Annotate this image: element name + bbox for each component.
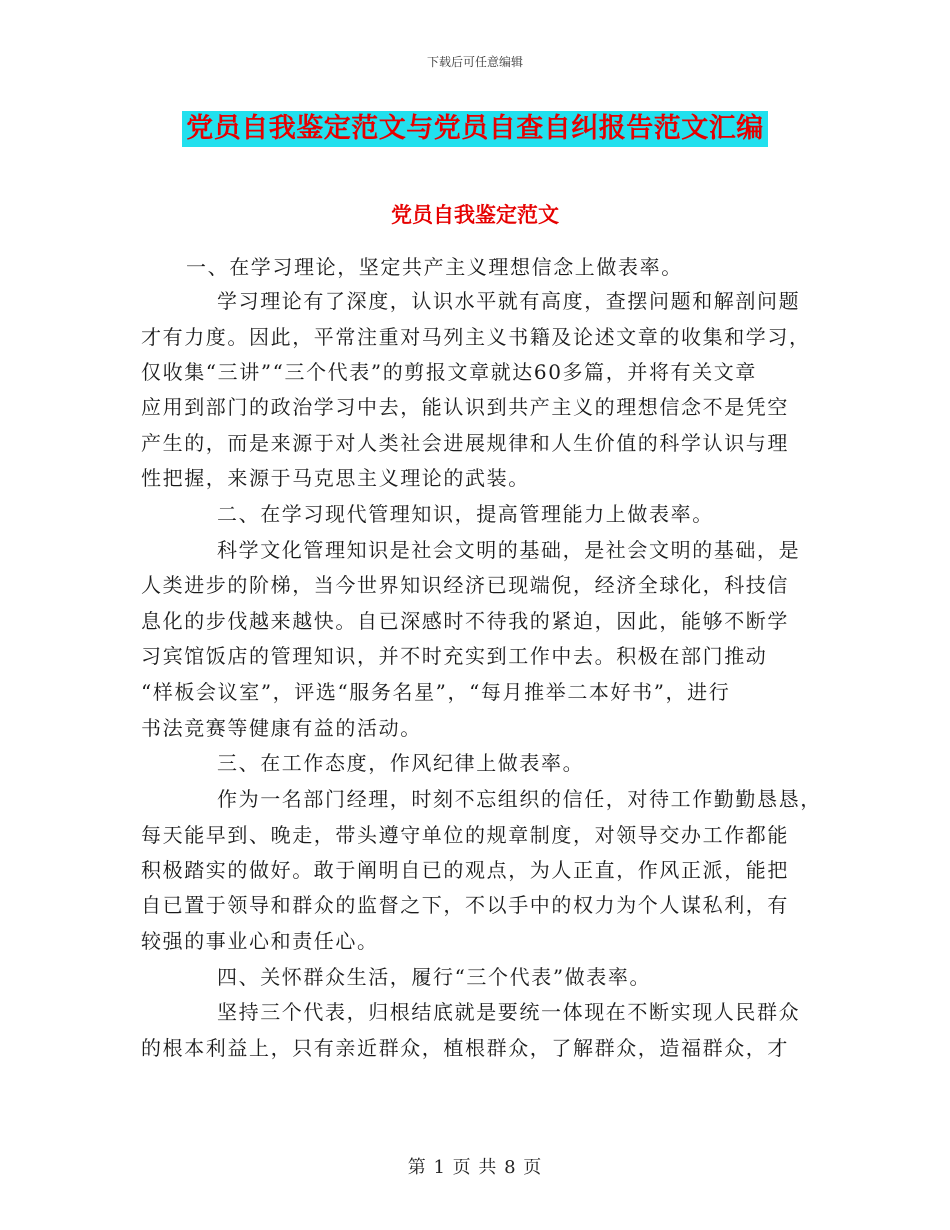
section-title: 党员自我鉴定范文 bbox=[391, 202, 559, 227]
paragraph-line: 应用到部门的政治学习中去，能认识到共产主义的理想信念不是凭空 bbox=[141, 395, 789, 419]
paragraph-line: 较强的事业心和责任心。 bbox=[141, 929, 379, 953]
document-title: 党员自我鉴定范文与党员自查自纠报告范文汇编 bbox=[182, 111, 768, 147]
paragraph-line: 二、在学习现代管理知识，提高管理能力上做表率。 bbox=[217, 502, 714, 526]
paragraph-line: 自已置于领导和群众的监督之下，不以手中的权力为个人谋私利，有 bbox=[141, 893, 789, 917]
paragraph-line: 科学文化管理知识是社会文明的基础，是社会文明的基础，是 bbox=[217, 538, 801, 562]
paragraph-line: “样板会议室”，评选“服务名星”，“每月推举二本好书”，进行 bbox=[141, 680, 731, 704]
paragraph-line: 习宾馆饭店的管理知识，并不时充实到工作中去。积极在部门推动 bbox=[141, 644, 768, 668]
paragraph-line: 仅收集“三讲”“三个代表”的剪报文章就达60多篇，并将有关文章 bbox=[141, 360, 757, 384]
page-number: 第 1 页 共 8 页 bbox=[407, 1157, 543, 1178]
paragraph-line: 每天能早到、晚走，带头遵守单位的规章制度，对领导交办工作都能 bbox=[141, 823, 789, 847]
paragraph-line: 才有力度。因此，平常注重对马列主义书籍及论述文章的收集和学习， bbox=[141, 325, 811, 349]
paragraph-line: 坚持三个代表，归根结底就是要统一体现在不断实现人民群众 bbox=[217, 1000, 801, 1024]
paragraph-line: 学习理论有了深度，认识水平就有高度，查摆问题和解剖问题 bbox=[217, 289, 801, 313]
paragraph-line: 作为一名部门经理，时刻不忘组织的信任，对待工作勤勤恳恳， bbox=[217, 787, 822, 811]
page-header-note: 下载后可任意编辑 bbox=[426, 55, 523, 69]
paragraph-line: 一、在学习理论，坚定共产主义理想信念上做表率。 bbox=[186, 255, 683, 279]
paragraph-line: 人类进步的阶梯，当今世界知识经济已现端倪，经济全球化，科技信 bbox=[141, 573, 789, 597]
paragraph-line: 书法竞赛等健康有益的活动。 bbox=[141, 716, 422, 740]
paragraph-line: 的根本利益上，只有亲近群众，植根群众，了解群众，造福群众，才 bbox=[141, 1036, 789, 1060]
paragraph-line: 产生的，而是来源于对人类社会进展规律和人生价值的科学认识与理 bbox=[141, 431, 789, 455]
paragraph-line: 三、在工作态度，作风纪律上做表率。 bbox=[217, 751, 585, 775]
paragraph-line: 积极踏实的做好。敢于阐明自已的观点，为人正直，作风正派，能把 bbox=[141, 858, 789, 882]
document-title-wrapper bbox=[0, 111, 950, 147]
paragraph-line: 四、关怀群众生活，履行“三个代表”做表率。 bbox=[217, 965, 652, 989]
paragraph-line: 息化的步伐越来越快。自已深感时不待我的紧迫，因此，能够不断学 bbox=[141, 609, 789, 633]
paragraph-line: 性把握，来源于马克思主义理论的武装。 bbox=[141, 466, 530, 490]
